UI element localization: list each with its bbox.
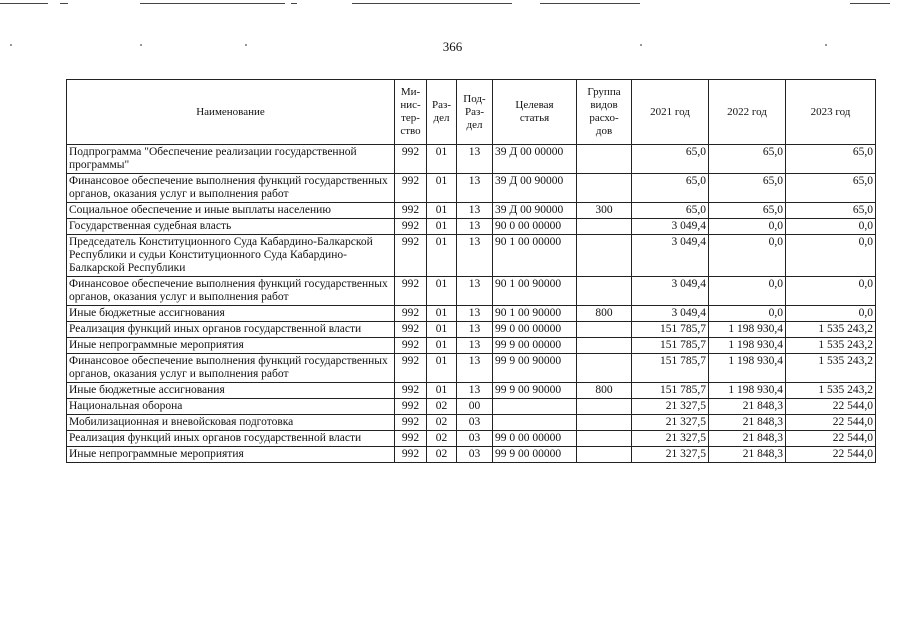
table-row: [67, 338, 876, 354]
cell-target-article: 99 0 00 00000: [493, 431, 577, 447]
cell-expense-group: [577, 219, 632, 235]
cell-subsection: 13: [457, 338, 493, 354]
cell-year-2023: 0,0: [786, 219, 876, 235]
cell-ministry: 992: [395, 431, 427, 447]
cell-subsection: 13: [457, 306, 493, 322]
cell-year-2022: 65,0: [709, 203, 786, 219]
cell-section: 01: [427, 235, 457, 277]
cell-target-article: 99 9 00 90000: [493, 383, 577, 399]
cell-target-article: 39 Д 00 90000: [493, 174, 577, 203]
cell-year-2021: 65,0: [632, 174, 709, 203]
cell-ministry: 992: [395, 383, 427, 399]
cell-expense-group: 300: [577, 203, 632, 219]
cell-section: 01: [427, 354, 457, 383]
cell-name: Подпрограмма "Обеспечение реализации государственной программы": [67, 145, 395, 174]
cell-name: Председатель Конституционного Суда Кабардино-Балкарской Республики и судьи Конституционного Суда Кабардино-Балкарской Республики: [67, 235, 395, 277]
table-header-row: [67, 80, 876, 145]
cell-year-2023: 1 535 243,2: [786, 354, 876, 383]
cell-subsection: 00: [457, 399, 493, 415]
cell-target-article: 99 9 00 90000: [493, 354, 577, 383]
table-row: [67, 145, 876, 174]
table-row: [67, 431, 876, 447]
cell-year-2023: 0,0: [786, 235, 876, 277]
cell-year-2023: 22 544,0: [786, 399, 876, 415]
cell-expense-group: 800: [577, 383, 632, 399]
cell-section: 01: [427, 338, 457, 354]
cell-year-2022: 1 198 930,4: [709, 354, 786, 383]
cell-expense-group: [577, 447, 632, 463]
cell-name: Финансовое обеспечение выполнения функций государственных органов, оказания услуг и выполнения работ: [67, 174, 395, 203]
table-body: [67, 145, 876, 463]
cell-subsection: 13: [457, 383, 493, 399]
cell-year-2023: 22 544,0: [786, 447, 876, 463]
cell-year-2023: 22 544,0: [786, 415, 876, 431]
cell-subsection: 13: [457, 277, 493, 306]
cell-subsection: 13: [457, 322, 493, 338]
scan-artifact-line: [850, 3, 890, 4]
cell-year-2021: 151 785,7: [632, 338, 709, 354]
header-ministry: Ми- нис- тер- ство: [395, 80, 427, 145]
cell-name: Реализация функций иных органов государственной власти: [67, 431, 395, 447]
cell-ministry: 992: [395, 338, 427, 354]
cell-year-2021: 65,0: [632, 145, 709, 174]
cell-year-2022: 21 848,3: [709, 447, 786, 463]
cell-ministry: 992: [395, 145, 427, 174]
cell-subsection: 13: [457, 203, 493, 219]
cell-expense-group: [577, 322, 632, 338]
scan-artifact-line: [291, 3, 297, 4]
cell-subsection: 13: [457, 235, 493, 277]
cell-expense-group: [577, 354, 632, 383]
cell-section: 01: [427, 145, 457, 174]
cell-year-2022: 1 198 930,4: [709, 338, 786, 354]
cell-target-article: 39 Д 00 90000: [493, 203, 577, 219]
cell-section: 02: [427, 431, 457, 447]
table-row: [67, 383, 876, 399]
header-year-2022: 2022 год: [709, 80, 786, 145]
cell-year-2021: 3 049,4: [632, 219, 709, 235]
cell-year-2021: 65,0: [632, 203, 709, 219]
cell-year-2022: 0,0: [709, 219, 786, 235]
cell-target-article: [493, 415, 577, 431]
cell-subsection: 03: [457, 415, 493, 431]
cell-name: Финансовое обеспечение выполнения функций государственных органов, оказания услуг и выполнения работ: [67, 277, 395, 306]
cell-section: 02: [427, 399, 457, 415]
header-section: Раз- дел: [427, 80, 457, 145]
cell-subsection: 13: [457, 174, 493, 203]
cell-ministry: 992: [395, 447, 427, 463]
cell-target-article: 99 0 00 00000: [493, 322, 577, 338]
cell-year-2022: 65,0: [709, 174, 786, 203]
cell-year-2023: 0,0: [786, 277, 876, 306]
cell-year-2021: 21 327,5: [632, 447, 709, 463]
table-row: [67, 399, 876, 415]
cell-ministry: 992: [395, 354, 427, 383]
cell-name: Иные непрограммные мероприятия: [67, 447, 395, 463]
cell-name: Иные бюджетные ассигнования: [67, 306, 395, 322]
table-row: [67, 354, 876, 383]
cell-year-2023: 1 535 243,2: [786, 383, 876, 399]
cell-target-article: 99 9 00 00000: [493, 447, 577, 463]
cell-expense-group: [577, 338, 632, 354]
table-row: [67, 322, 876, 338]
cell-ministry: 992: [395, 399, 427, 415]
header-expense-group: Группа видов расхо- дов: [577, 80, 632, 145]
cell-year-2022: 0,0: [709, 306, 786, 322]
cell-year-2022: 21 848,3: [709, 399, 786, 415]
cell-year-2023: 65,0: [786, 174, 876, 203]
cell-name: Иные непрограммные мероприятия: [67, 338, 395, 354]
cell-year-2022: 65,0: [709, 145, 786, 174]
cell-expense-group: [577, 277, 632, 306]
cell-year-2021: 21 327,5: [632, 431, 709, 447]
cell-ministry: 992: [395, 235, 427, 277]
cell-year-2021: 151 785,7: [632, 322, 709, 338]
cell-ministry: 992: [395, 322, 427, 338]
scan-artifact-line: [540, 3, 640, 4]
header-subsection: Под- Раз- дел: [457, 80, 493, 145]
cell-year-2021: 21 327,5: [632, 415, 709, 431]
table-row: [67, 174, 876, 203]
scan-artifact-line: [140, 3, 285, 4]
cell-subsection: 03: [457, 431, 493, 447]
cell-name: Государственная судебная власть: [67, 219, 395, 235]
cell-target-article: 39 Д 00 00000: [493, 145, 577, 174]
cell-subsection: 13: [457, 145, 493, 174]
cell-year-2021: 21 327,5: [632, 399, 709, 415]
cell-section: 01: [427, 203, 457, 219]
cell-year-2022: 1 198 930,4: [709, 322, 786, 338]
table-row: [67, 219, 876, 235]
cell-subsection: 13: [457, 354, 493, 383]
header-year-2023: 2023 год: [786, 80, 876, 145]
cell-ministry: 992: [395, 306, 427, 322]
page-number: 366: [442, 39, 463, 54]
cell-ministry: 992: [395, 203, 427, 219]
cell-year-2023: 0,0: [786, 306, 876, 322]
cell-target-article: 90 1 00 90000: [493, 277, 577, 306]
table-row: [67, 306, 876, 322]
scan-artifact-line: [60, 3, 68, 4]
cell-year-2023: 1 535 243,2: [786, 322, 876, 338]
cell-target-article: [493, 399, 577, 415]
cell-ministry: 992: [395, 415, 427, 431]
cell-subsection: 13: [457, 219, 493, 235]
cell-section: 01: [427, 383, 457, 399]
table-row: [67, 415, 876, 431]
cell-year-2023: 65,0: [786, 203, 876, 219]
cell-target-article: 90 1 00 00000: [493, 235, 577, 277]
cell-year-2021: 151 785,7: [632, 354, 709, 383]
cell-ministry: 992: [395, 174, 427, 203]
cell-section: 02: [427, 415, 457, 431]
cell-name: Финансовое обеспечение выполнения функций государственных органов, оказания услуг и выполнения работ: [67, 354, 395, 383]
cell-section: 01: [427, 322, 457, 338]
cell-expense-group: [577, 415, 632, 431]
cell-expense-group: [577, 174, 632, 203]
cell-year-2022: 21 848,3: [709, 415, 786, 431]
cell-year-2023: 1 535 243,2: [786, 338, 876, 354]
cell-year-2021: 3 049,4: [632, 277, 709, 306]
cell-section: 01: [427, 277, 457, 306]
cell-year-2021: 3 049,4: [632, 235, 709, 277]
cell-expense-group: [577, 431, 632, 447]
cell-ministry: 992: [395, 219, 427, 235]
cell-year-2022: 21 848,3: [709, 431, 786, 447]
budget-table: [66, 79, 876, 463]
cell-expense-group: 800: [577, 306, 632, 322]
cell-target-article: 90 0 00 00000: [493, 219, 577, 235]
table-row: [67, 277, 876, 306]
header-target-article: Целевая статья: [493, 80, 577, 145]
cell-section: 01: [427, 306, 457, 322]
cell-name: Мобилизационная и вневойсковая подготовка: [67, 415, 395, 431]
table-row: [67, 235, 876, 277]
cell-ministry: 992: [395, 277, 427, 306]
cell-year-2021: 151 785,7: [632, 383, 709, 399]
cell-year-2022: 1 198 930,4: [709, 383, 786, 399]
cell-name: Социальное обеспечение и иные выплаты населению: [67, 203, 395, 219]
scan-artifact-line: [0, 3, 48, 4]
table-row: [67, 203, 876, 219]
cell-year-2023: 22 544,0: [786, 431, 876, 447]
cell-name: Национальная оборона: [67, 399, 395, 415]
header-year-2021: 2021 год: [632, 80, 709, 145]
cell-subsection: 03: [457, 447, 493, 463]
cell-target-article: 99 9 00 00000: [493, 338, 577, 354]
cell-year-2023: 65,0: [786, 145, 876, 174]
cell-year-2022: 0,0: [709, 235, 786, 277]
scan-artifact-line: [352, 3, 512, 4]
cell-section: 01: [427, 219, 457, 235]
cell-section: 01: [427, 174, 457, 203]
cell-name: Реализация функций иных органов государственной власти: [67, 322, 395, 338]
cell-target-article: 90 1 00 90000: [493, 306, 577, 322]
cell-expense-group: [577, 145, 632, 174]
header-name: Наименование: [67, 80, 395, 145]
cell-year-2022: 0,0: [709, 277, 786, 306]
cell-expense-group: [577, 399, 632, 415]
cell-name: Иные бюджетные ассигнования: [67, 383, 395, 399]
cell-expense-group: [577, 235, 632, 277]
cell-section: 02: [427, 447, 457, 463]
cell-year-2021: 3 049,4: [632, 306, 709, 322]
table-row: [67, 447, 876, 463]
